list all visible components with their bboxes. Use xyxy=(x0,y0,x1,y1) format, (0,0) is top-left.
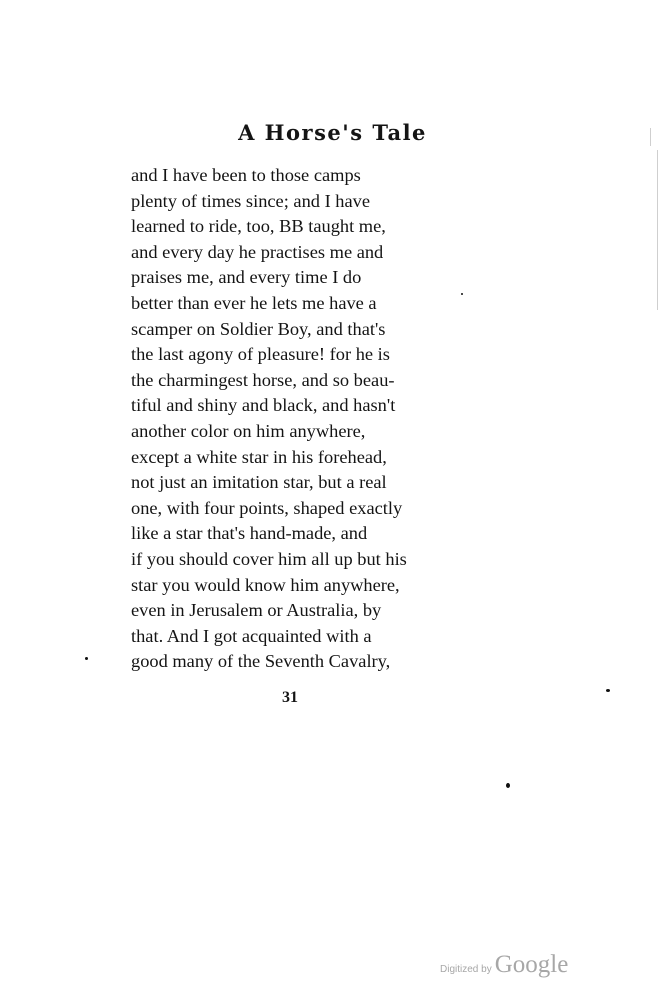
text-line: learned to ride, too, BB taught me, xyxy=(131,216,386,237)
text-line: praises me, and every time I do xyxy=(131,267,362,288)
text-line: better than ever he lets me have a xyxy=(131,292,377,313)
scan-speck xyxy=(85,657,88,660)
body-text xyxy=(131,163,448,675)
text-line: good many of the Seventh Cavalry, xyxy=(131,651,391,672)
scan-speck xyxy=(461,293,463,295)
digitized-watermark xyxy=(440,951,568,979)
text-line: tiful and shiny and black, and hasn't xyxy=(131,395,396,416)
text-line: and every day he practises me and xyxy=(131,241,384,262)
watermark-prefix: Digitized by xyxy=(440,964,492,975)
text-line: like a star that's hand-made, and xyxy=(131,523,368,544)
page-edge-mark xyxy=(657,150,658,310)
google-logo: Google xyxy=(494,951,569,978)
page-number: 31 xyxy=(282,689,298,706)
scan-speck xyxy=(606,689,610,692)
text-line: star you would know him anywhere, xyxy=(131,574,400,595)
page-edge-mark xyxy=(650,128,651,146)
text-line: scamper on Soldier Boy, and that's xyxy=(131,318,386,339)
text-line: except a white star in his forehead, xyxy=(131,446,387,467)
text-line: if you should cover him all up but his xyxy=(131,548,407,569)
text-line: even in Jerusalem or Australia, by xyxy=(131,600,382,621)
text-line: and I have been to those camps xyxy=(131,165,361,185)
text-line: one, with four points, shaped exactly xyxy=(131,497,403,518)
scan-speck xyxy=(506,783,510,788)
text-line: another color on him anywhere, xyxy=(131,420,366,441)
text-line: the last agony of pleasure! for he is xyxy=(131,344,390,365)
text-line: not just an imitation star, but a real xyxy=(131,472,387,493)
text-line: that. And I got acquainted with a xyxy=(131,625,372,646)
text-line: the charmingest horse, and so beau- xyxy=(131,369,395,390)
text-line: plenty of times since; and I have xyxy=(131,190,371,211)
running-head: A Horse's Tale xyxy=(238,120,427,145)
